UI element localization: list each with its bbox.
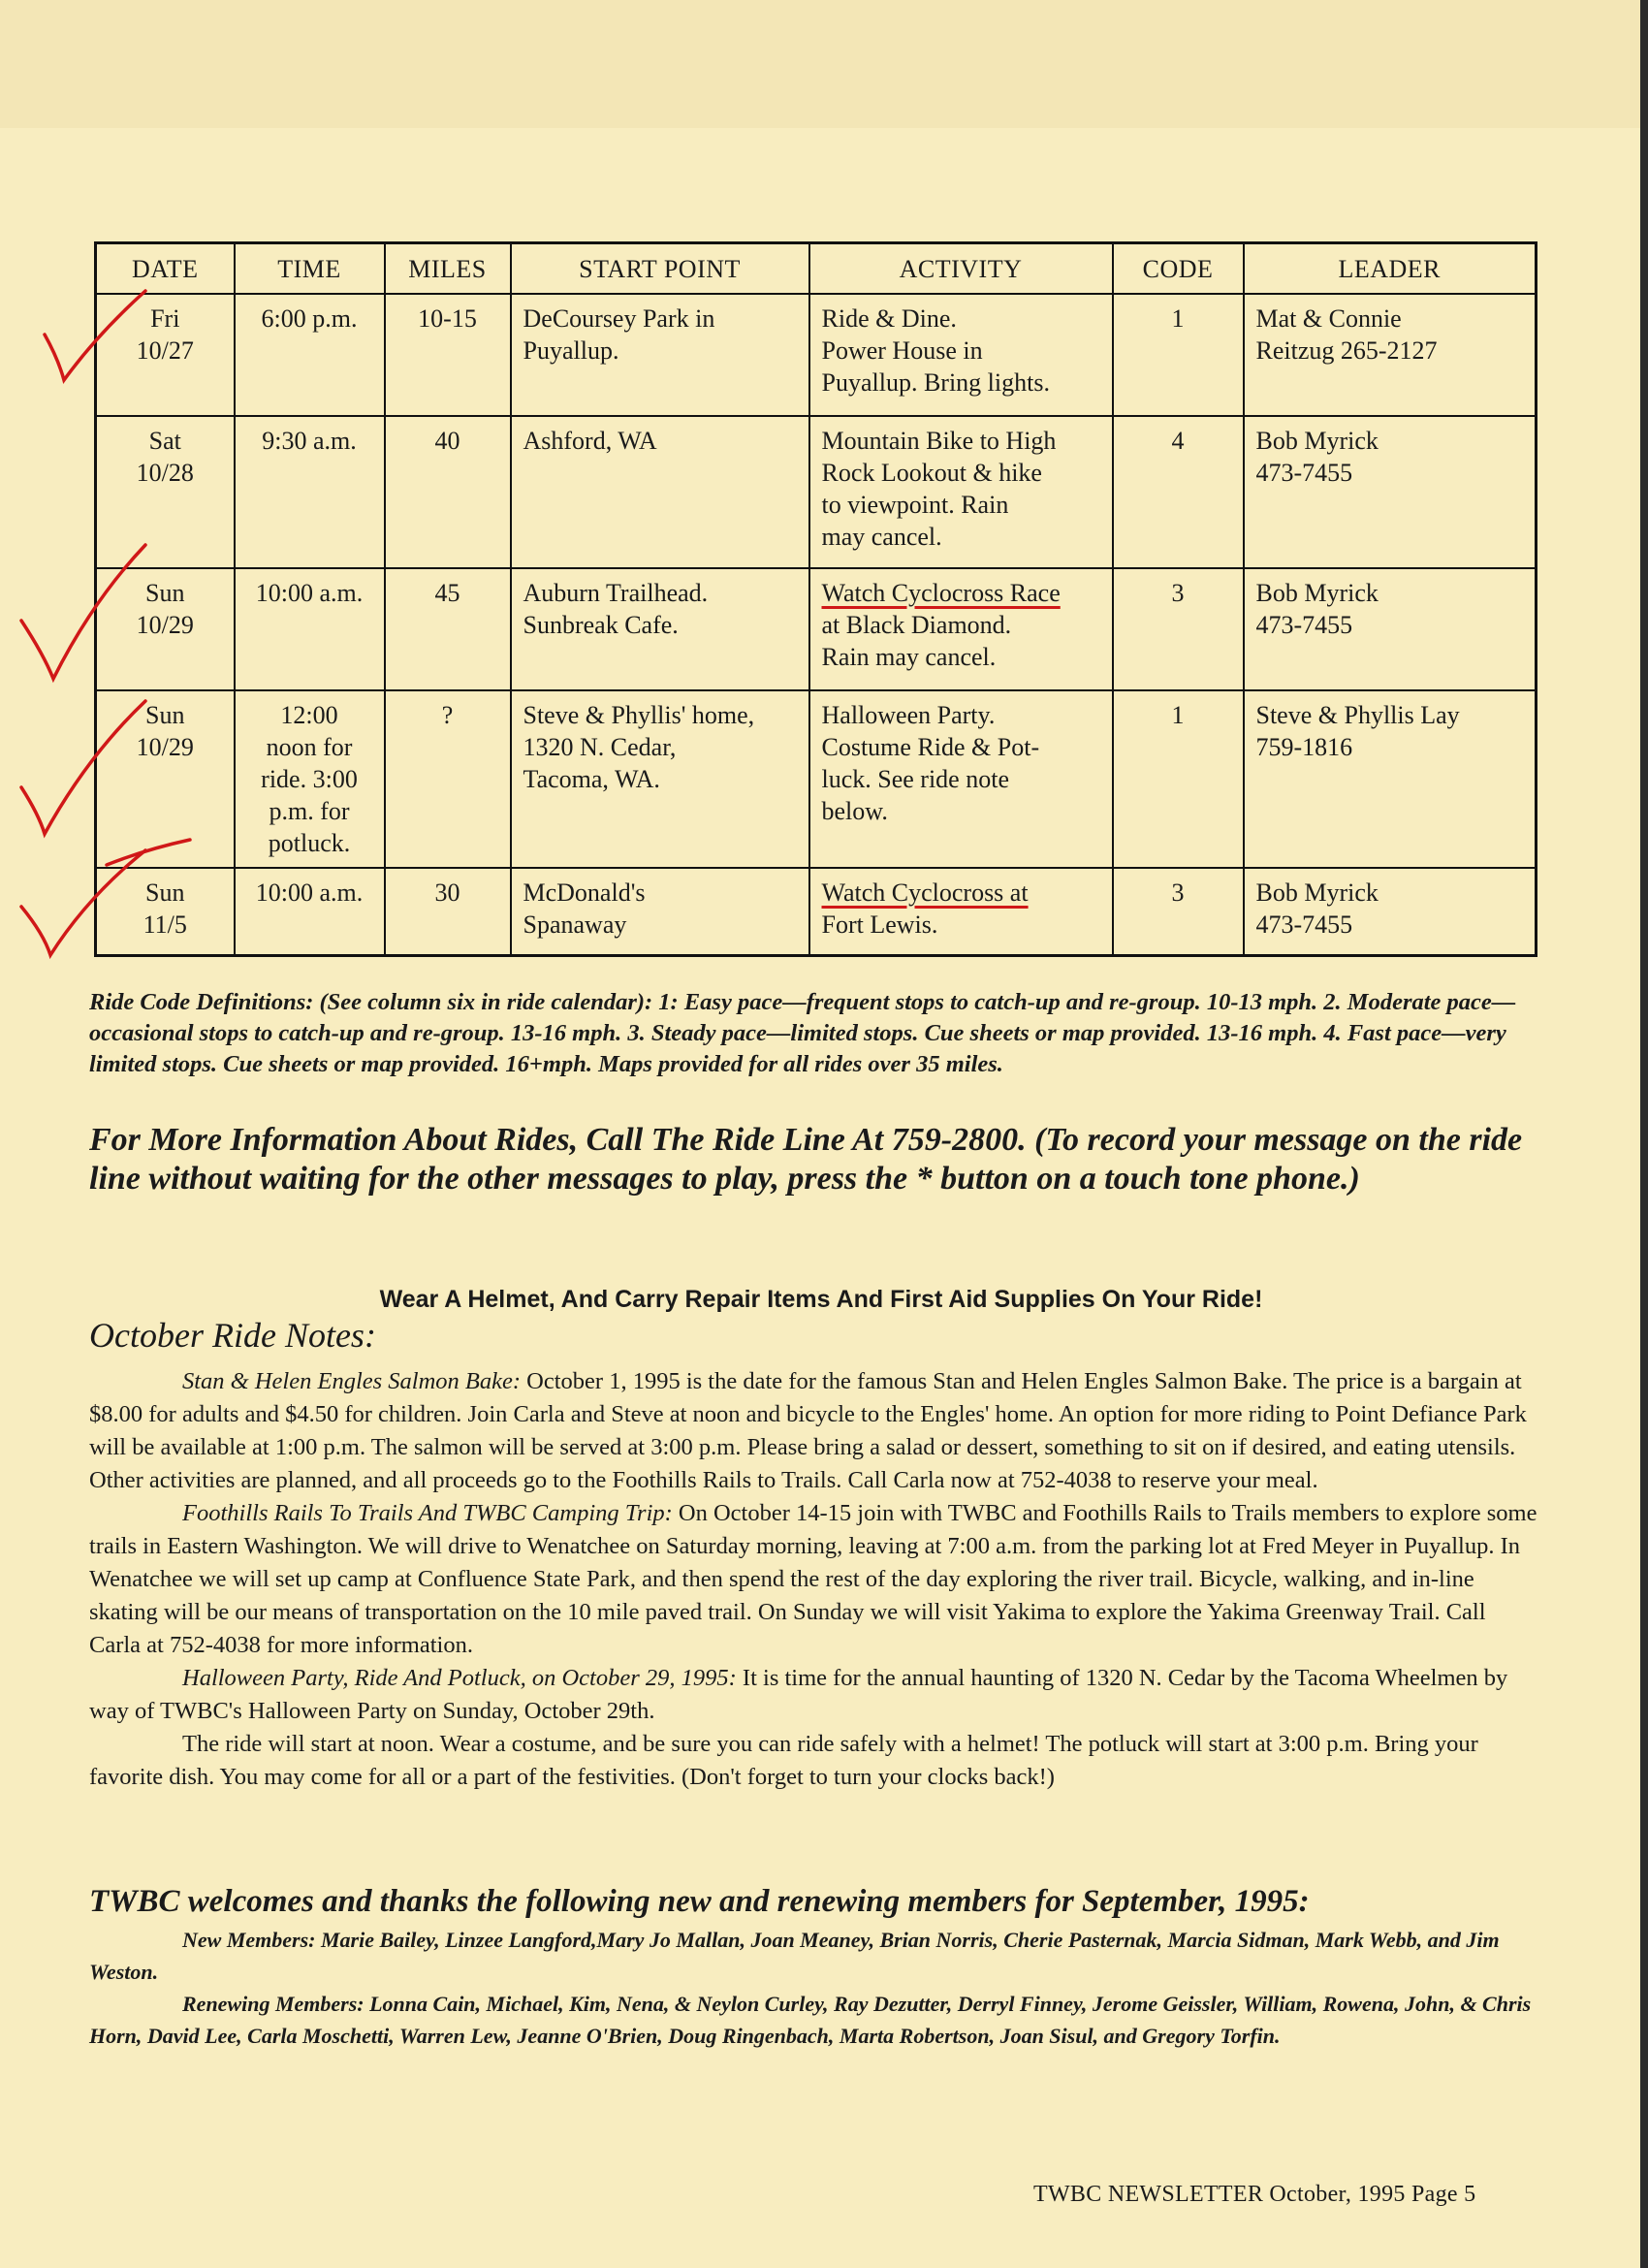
cell-line: 10/29	[136, 611, 194, 639]
table-row	[96, 868, 1537, 955]
header-leader: LEADER	[1244, 243, 1537, 295]
activity-cell	[809, 868, 1113, 955]
table-row	[96, 416, 1537, 568]
start-point-cell	[511, 868, 809, 955]
cell-line: Sunbreak Cafe.	[523, 611, 679, 639]
activity-cell	[809, 416, 1113, 568]
time-cell	[235, 416, 385, 568]
cell-line: noon for	[266, 733, 353, 761]
start-point-cell	[511, 294, 809, 416]
cell-line: 473-7455	[1255, 611, 1353, 639]
page-top-edge	[0, 0, 1648, 128]
helmet-notice: Wear A Helmet, And Carry Repair Items And First Aid Supplies On Your Ride!	[379, 1286, 1263, 1313]
page-footer: TWBC NEWSLETTER October, 1995 Page 5	[1033, 2182, 1476, 2207]
member-thanks	[89, 1881, 1548, 2052]
cell-line: Sun	[145, 579, 185, 607]
leader-cell	[1244, 568, 1537, 690]
time-cell	[235, 690, 385, 868]
members-heading: TWBC welcomes and thanks the following new and renewing members for September, 1995:	[89, 1884, 1310, 1919]
time-cell	[235, 868, 385, 955]
note-paragraph	[89, 1728, 1538, 1794]
ride-notes	[89, 1365, 1538, 1794]
code-cell: 3	[1113, 868, 1244, 955]
cell-line: 473-7455	[1255, 459, 1353, 487]
code-cell: 1	[1113, 690, 1244, 868]
cell-line: DeCoursey Park in	[523, 304, 715, 333]
note-paragraph	[89, 1662, 1538, 1728]
cell-line: Costume Ride & Pot-	[821, 733, 1040, 761]
table-row	[96, 690, 1537, 868]
cell-line: Sun	[145, 878, 185, 907]
renewing-members: Renewing Members: Lonna Cain, Michael, Kim, Nena, & Neylon Curley, Ray Dezutter, Derryl Finney, Jerome Geissler, William, Rowena, John, & Chris Horn, David Lee, Carla Moschetti, Warren Lew, Jeanne O'Brien, Doug Ringenbach, Marta Robertson, Joan Sisul, and Gregory Torfin.	[89, 1992, 1532, 2048]
cell-line: Tacoma, WA.	[523, 765, 660, 793]
cell-line: may cancel.	[821, 523, 942, 551]
cell-line: 10/27	[136, 336, 194, 365]
miles-cell: 45	[385, 568, 511, 690]
leader-cell	[1244, 416, 1537, 568]
cell-line: 473-7455	[1255, 910, 1353, 939]
header-activity: ACTIVITY	[809, 243, 1113, 295]
cell-line: Bob Myrick	[1255, 878, 1379, 907]
cell-line: Fort Lewis.	[821, 910, 938, 939]
table-header-row	[96, 243, 1537, 295]
activity-cell	[809, 690, 1113, 868]
miles-cell: ?	[385, 690, 511, 868]
leader-cell	[1244, 868, 1537, 955]
time-cell	[235, 568, 385, 690]
cell-line: Reitzug 265-2127	[1255, 336, 1438, 365]
cell-line: Fri	[150, 304, 180, 333]
miles-cell: 10-15	[385, 294, 511, 416]
activity-cell	[809, 568, 1113, 690]
header-start-point: START POINT	[511, 243, 809, 295]
date-cell	[96, 690, 235, 868]
note-title: Stan & Helen Engles Salmon Bake:	[182, 1368, 522, 1394]
table-row	[96, 568, 1537, 690]
note-paragraph	[89, 1365, 1538, 1497]
leader-cell	[1244, 294, 1537, 416]
cell-line: 10/29	[136, 733, 194, 761]
cell-line: Power House in	[821, 336, 983, 365]
start-point-cell	[511, 416, 809, 568]
time-cell	[235, 294, 385, 416]
cell-line: potluck.	[268, 829, 351, 857]
cell-line: 6:00 p.m.	[261, 304, 358, 333]
cell-line: 12:00	[280, 701, 338, 729]
note-body: October 1, 1995 is the date for the famous Stan and Helen Engles Salmon Bake. The price is a bargain at $8.00 for adults and $4.50 for children. Join Carla and Steve at noon and bicycle to the Engles' home. An option for more riding to Point Defiance Park will be available at 1:00 p.m. The salmon will be served at 3:00 p.m. Please bring a salad or dessert, something to sit on if desired, and eating utensils. Other activities are planned, and all proceeds go to the Foothills Rails to Trails. Call Carla now at 752-4038 to reserve your meal.	[89, 1368, 1527, 1493]
note-title: Foothills Rails To Trails And TWBC Camping Trip:	[182, 1500, 673, 1526]
cell-line: 11/5	[143, 910, 187, 939]
cell-line: 10:00 a.m.	[255, 878, 364, 907]
cell-line: Steve & Phyllis Lay	[1255, 701, 1460, 729]
note-body: The ride will start at noon. Wear a costume, and be sure you can ride safely with a helmet! The potluck will start at 3:00 p.m. Bring your favorite dish. You may come for all or a part of the festivities. (Don't forget to turn your clocks back!)	[89, 1731, 1478, 1790]
cell-line: Ride & Dine.	[821, 304, 957, 333]
cell-line: Rain may cancel.	[821, 643, 997, 671]
miles-cell: 30	[385, 868, 511, 955]
cell-line: p.m. for	[269, 797, 350, 825]
cell-line: 9:30 a.m.	[262, 427, 357, 455]
start-point-cell	[511, 690, 809, 868]
cell-line: Bob Myrick	[1255, 427, 1379, 455]
ride-code-definitions: Ride Code Definitions: (See column six in ride calendar): 1: Easy pace—frequent stops to catch-up and re-group. 10-13 mph. 2. Moderate pace—occasional stops to catch-up and re-group. 13-16 mph. 3. Steady pace—limited stops. Cue sheets or map provided. 13-16 mph. 4. Fast pace—very limited stops. Cue sheets or map provided. 16+mph. Maps provided for all rides over 35 miles.	[89, 989, 1516, 1077]
code-cell: 3	[1113, 568, 1244, 690]
miles-cell: 40	[385, 416, 511, 568]
date-cell	[96, 868, 235, 955]
activity-cell	[809, 294, 1113, 416]
header-time: TIME	[235, 243, 385, 295]
cell-line: to viewpoint. Rain	[821, 491, 1009, 519]
cell-line: Puyallup.	[523, 336, 619, 365]
ride-calendar-table	[94, 241, 1537, 957]
header-date: DATE	[96, 243, 235, 295]
cell-line: Puyallup. Bring lights.	[821, 368, 1050, 397]
start-point-cell	[511, 568, 809, 690]
new-members: New Members: Marie Bailey, Linzee Langford,Mary Jo Mallan, Joan Meaney, Brian Norris, Cherie Pasternak, Marcia Sidman, Mark Webb, and Jim Weston.	[89, 1928, 1500, 1984]
code-cell: 4	[1113, 416, 1244, 568]
cell-line-underlined: Watch Cyclocross at	[821, 878, 1029, 907]
cell-line-underlined: Watch Cyclocross Race	[821, 579, 1061, 607]
cell-line: 1320 N. Cedar,	[523, 733, 677, 761]
cell-line: Mat & Connie	[1255, 304, 1402, 333]
header-code: CODE	[1113, 243, 1244, 295]
cell-line: Rock Lookout & hike	[821, 459, 1042, 487]
note-paragraph	[89, 1497, 1538, 1662]
cell-line: Steve & Phyllis' home,	[523, 701, 755, 729]
cell-line: Spanaway	[523, 910, 627, 939]
code-cell: 1	[1113, 294, 1244, 416]
cell-line: Auburn Trailhead.	[523, 579, 709, 607]
header-miles: MILES	[385, 243, 511, 295]
cell-line: 10:00 a.m.	[255, 579, 364, 607]
leader-cell	[1244, 690, 1537, 868]
cell-line: 759-1816	[1255, 733, 1353, 761]
note-title: Halloween Party, Ride And Potluck, on October 29, 1995:	[182, 1665, 737, 1691]
date-cell	[96, 294, 235, 416]
notes-heading: October Ride Notes:	[89, 1316, 376, 1355]
cell-line: Bob Myrick	[1255, 579, 1379, 607]
cell-line: luck. See ride note	[821, 765, 1009, 793]
note-body: On October 14-15 join with TWBC and Foothills Rails to Trails members to explore some trails in Eastern Washington. We will drive to Wenatchee on Saturday morning, leaving at 7:00 a.m. from the parking lot at Fred Meyer in Puyallup. In Wenatchee we will set up camp at Confluence State Park, and then spend the rest of the day exploring the river trail. Bicycle, walking, and in-line skating will be our means of transportation on the 10 mile paved trail. On Sunday we will visit Yakima to explore the Yakima Greenway Trail. Call Carla at 752-4038 for more information.	[89, 1500, 1537, 1658]
cell-line: Mountain Bike to High	[821, 427, 1057, 455]
date-cell	[96, 568, 235, 690]
cell-line: below.	[821, 797, 888, 825]
note-body: It is time for the annual haunting of 1320 N. Cedar by the Tacoma Wheelmen by way of TWBC's Halloween Party on Sunday, October 29th.	[89, 1665, 1508, 1724]
cell-line: Sun	[145, 701, 185, 729]
cell-line: ride. 3:00	[261, 765, 358, 793]
scan-edge	[1640, 0, 1648, 2268]
cell-line: Halloween Party.	[821, 701, 996, 729]
date-cell	[96, 416, 235, 568]
table-row	[96, 294, 1537, 416]
cell-line: at Black Diamond.	[821, 611, 1012, 639]
cell-line: McDonald's	[523, 878, 646, 907]
cell-line: Sat	[148, 427, 181, 455]
cell-line: Ashford, WA	[523, 427, 657, 455]
cell-line: 10/28	[136, 459, 194, 487]
ride-line-info: For More Information About Rides, Call The Ride Line At 759-2800. (To record your message on the ride line without waiting for the other messages to play, press the * button on a touch tone phone.)	[89, 1122, 1523, 1197]
